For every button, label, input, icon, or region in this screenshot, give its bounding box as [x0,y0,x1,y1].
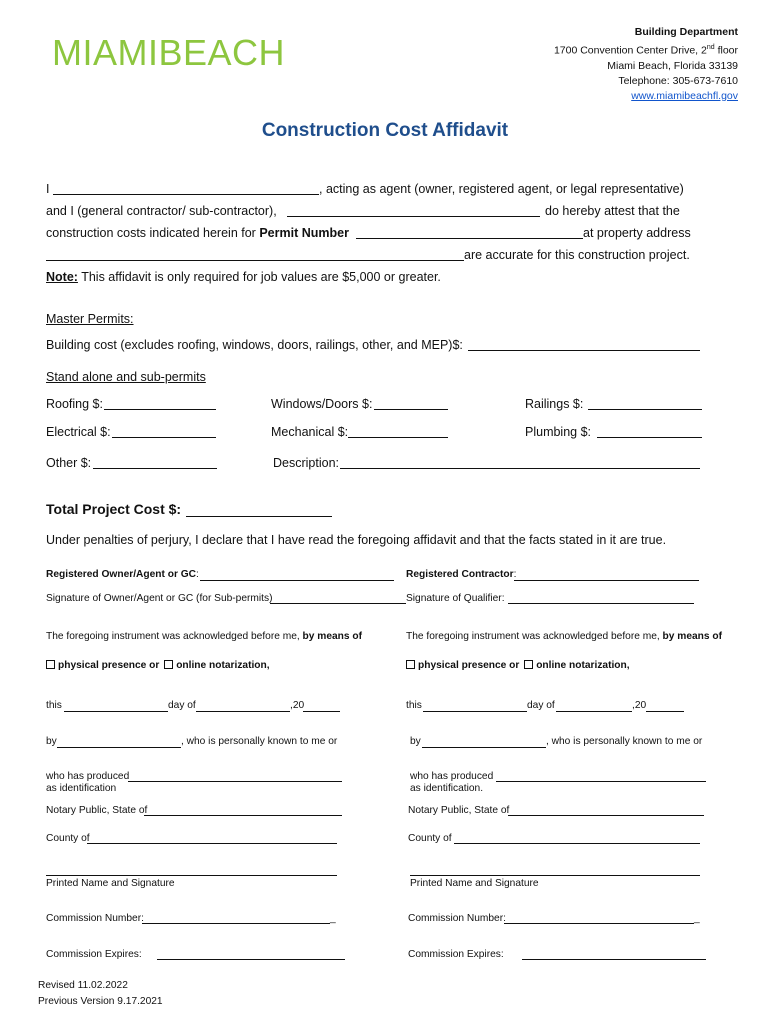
roofing-label: Roofing $: [46,397,103,411]
left-online-notarization-checkbox[interactable] [164,660,173,669]
revised-date: Revised 11.02.2022 [38,980,128,991]
agent-name-field[interactable] [53,194,319,195]
right-identification-field[interactable] [496,781,706,782]
affidavit-line2-end: do hereby attest that the [545,204,680,218]
right-by-field[interactable] [422,747,546,748]
left-county-label: County of [46,833,90,844]
master-permits-heading: Master Permits: [46,312,134,326]
affidavit-line3-end: at property address [583,226,691,240]
left-identification-field[interactable] [128,781,342,782]
left-as-identification: as identification [46,783,117,794]
right-acknowledgement: The foregoing instrument was acknowledged before me, by means of [406,631,722,642]
left-printed-name-field[interactable] [46,875,337,876]
windows-doors-field[interactable] [374,409,448,410]
plumbing-field[interactable] [597,437,702,438]
right-signature-label: Signature of Qualifier: [406,593,505,604]
affidavit-note: Note: This affidavit is only required for job values are $5,000 or greater. [46,270,441,284]
contractor-name-field[interactable] [287,216,540,217]
right-commission-expires-field[interactable] [522,959,706,960]
page-title: Construction Cost Affidavit [261,120,509,141]
right-commission-number-field[interactable] [504,923,694,924]
description-field[interactable] [340,468,700,469]
sub-permits-heading: Stand alone and sub-permits [46,370,206,384]
plumbing-label: Plumbing $: [525,425,592,439]
left-month-field[interactable] [196,711,290,712]
affidavit-line1-start: I [46,182,50,196]
miami-beach-logo: MIAMIBEACH [52,32,286,73]
right-day-of-label: day of [527,700,555,711]
left-notarization-options: physical presence or online notarization, [46,660,270,671]
permit-number-field[interactable] [356,238,583,239]
left-county-field[interactable] [87,843,337,844]
left-by-field[interactable] [57,747,181,748]
left-commission-expires-label: Commission Expires: [46,949,142,960]
roofing-field[interactable] [104,409,216,410]
right-year-label: ,20 [632,700,647,711]
mechanical-field[interactable] [348,437,448,438]
department-phone: Telephone: 305-673-7610 [618,74,738,87]
department-city: Miami Beach, Florida 33139 [607,59,738,72]
right-by-label: by [410,736,421,747]
right-commission-number-label: Commission Number: [408,913,506,924]
left-commission-number-tail: _ [330,913,336,924]
description-label: Description: [273,456,339,470]
left-day-of-label: day of [168,700,196,711]
left-who-has-produced: who has produced [46,771,130,782]
left-by-label: by [46,736,57,747]
building-cost-field[interactable] [468,350,700,351]
right-physical-presence-checkbox[interactable] [406,660,415,669]
right-this-label: this [406,700,422,711]
other-label: Other $: [46,456,92,470]
property-address-field[interactable] [46,260,464,261]
right-printed-name-label: Printed Name and Signature [410,878,539,889]
department-website-link[interactable]: www.miamibeachfl.gov [631,89,738,102]
mechanical-label: Mechanical $: [271,425,349,439]
left-notary-state-label: Notary Public, State of [46,805,148,816]
right-month-field[interactable] [556,711,632,712]
department-address-block [554,25,738,104]
right-registered-field[interactable] [514,580,699,581]
left-physical-presence-checkbox[interactable] [46,660,55,669]
right-year-field[interactable] [646,711,684,712]
left-personally-known: , who is personally known to me or [181,736,338,747]
left-signature-field[interactable] [270,603,406,604]
total-project-cost-field[interactable] [186,516,332,517]
left-year-label: ,20 [290,700,305,711]
right-signature-field[interactable] [508,603,694,604]
left-commission-expires-field[interactable] [157,959,345,960]
left-commission-number-label: Commission Number: [46,913,144,924]
right-printed-name-field[interactable] [410,875,700,876]
other-field[interactable] [93,468,217,469]
right-as-identification: as identification. [410,783,484,794]
left-notary-state-field[interactable] [144,815,342,816]
left-day-field[interactable] [64,711,168,712]
right-online-notarization-checkbox[interactable] [524,660,533,669]
right-day-field[interactable] [423,711,527,712]
left-printed-name-label: Printed Name and Signature [46,878,175,889]
right-registered-label: Registered Contractor: [406,569,517,580]
right-notary-state-label: Notary Public, State of [408,805,510,816]
left-acknowledgement: The foregoing instrument was acknowledged before me, by means of [46,631,362,642]
railings-field[interactable] [588,409,702,410]
right-who-has-produced: who has produced [410,771,494,782]
department-street: 1700 Convention Center Drive, 2nd floor [553,44,738,57]
left-registered-field[interactable] [200,580,394,581]
railings-label: Railings $: [525,397,584,411]
total-project-cost-label: Total Project Cost $: [46,501,182,517]
department-name: Building Department [634,26,738,38]
previous-version: Previous Version 9.17.2021 [38,996,163,1007]
left-this-label: this [46,700,62,711]
affidavit-line1-end: , acting as agent (owner, registered agent, or legal representative) [319,182,684,196]
affidavit-line2-start: and I (general contractor/ sub-contractor), [46,204,277,218]
right-personally-known: , who is personally known to me or [546,736,703,747]
electrical-label: Electrical $: [46,425,111,439]
right-county-field[interactable] [454,843,700,844]
left-signature-label: Signature of Owner/Agent or GC (for Sub-permits) [46,593,273,604]
right-commission-number-tail: _ [694,913,700,924]
right-notarization-options: physical presence or online notarization, [406,660,630,671]
affidavit-line3: construction costs indicated herein for Permit Number [46,226,349,240]
building-cost-label: Building cost (excludes roofing, windows, doors, railings, other, and MEP)$: [46,338,463,352]
left-commission-number-field[interactable] [142,923,330,924]
right-commission-expires-label: Commission Expires: [408,949,504,960]
left-registered-label: Registered Owner/Agent or GC: [46,569,199,580]
windows-doors-label: Windows/Doors $: [271,397,373,411]
affidavit-line4-end: are accurate for this construction project. [464,248,690,262]
right-notary-state-field[interactable] [508,815,704,816]
left-year-field[interactable] [303,711,340,712]
electrical-field[interactable] [112,437,216,438]
perjury-declaration: Under penalties of perjury, I declare that I have read the foregoing affidavit and that the facts stated in it are true. [46,533,667,547]
right-county-label: County of [408,833,452,844]
